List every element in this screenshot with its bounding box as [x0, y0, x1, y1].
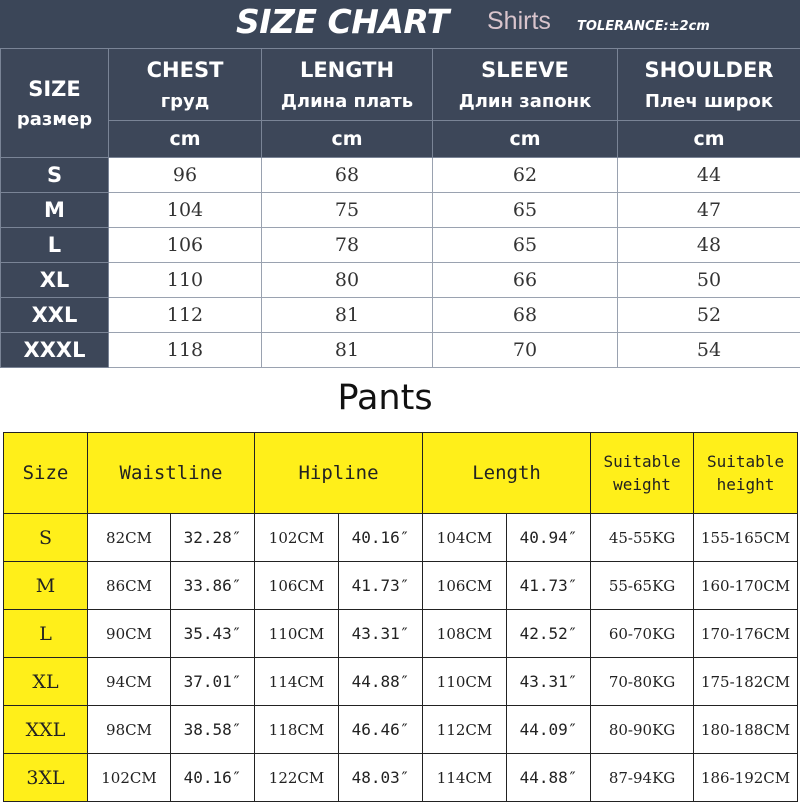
- pants-header-hipline: Hipline: [255, 433, 423, 514]
- table-cell: 82CM: [88, 514, 171, 562]
- table-cell: 55-65KG: [591, 562, 694, 610]
- table-cell: 80-90KG: [591, 706, 694, 754]
- table-cell: 41.73″: [339, 562, 423, 610]
- table-cell: 60-70KG: [591, 610, 694, 658]
- size-label: L: [1, 228, 109, 263]
- pants-header-height: [694, 433, 798, 514]
- unit-label: cm: [262, 121, 433, 158]
- table-cell: 40.16″: [171, 754, 255, 802]
- size-label: XL: [1, 263, 109, 298]
- table-cell: 70-80KG: [591, 658, 694, 706]
- table-cell: 37.01″: [171, 658, 255, 706]
- table-cell: 38.58″: [171, 706, 255, 754]
- table-cell: 48.03″: [339, 754, 423, 802]
- size-label: S: [1, 158, 109, 193]
- table-cell: 110CM: [255, 610, 339, 658]
- table-cell: 44.09″: [507, 706, 591, 754]
- table-cell: 98CM: [88, 706, 171, 754]
- table-cell: 68: [262, 158, 433, 193]
- pants-header-weight: [591, 433, 694, 514]
- table-cell: 114CM: [423, 754, 507, 802]
- size-label: M: [1, 193, 109, 228]
- table-cell: 94CM: [88, 658, 171, 706]
- table-row: [4, 610, 798, 658]
- table-cell: 41.73″: [507, 562, 591, 610]
- pants-header-waistline: Waistline: [88, 433, 255, 514]
- size-header-cell: [1, 49, 109, 158]
- table-cell: 102CM: [255, 514, 339, 562]
- table-cell: 96: [109, 158, 262, 193]
- table-cell: 40.16″: [339, 514, 423, 562]
- size-label: 3XL: [4, 754, 88, 802]
- unit-label: cm: [433, 121, 618, 158]
- size-label: XXL: [1, 298, 109, 333]
- table-row: [4, 706, 798, 754]
- table-cell: 106CM: [423, 562, 507, 610]
- table-cell: 44.88″: [339, 658, 423, 706]
- size-label: XL: [4, 658, 88, 706]
- column-header-sleeve: [433, 49, 618, 121]
- table-cell: 75: [262, 193, 433, 228]
- table-cell: 43.31″: [507, 658, 591, 706]
- title-bar: [0, 0, 800, 50]
- table-cell: 90CM: [88, 610, 171, 658]
- table-cell: 70: [433, 333, 618, 368]
- pants-header-length: Length: [423, 433, 591, 514]
- table-cell: 78: [262, 228, 433, 263]
- table-cell: 170-176CM: [694, 610, 798, 658]
- table-cell: 118CM: [255, 706, 339, 754]
- column-header-en: SHOULDER: [618, 53, 800, 87]
- table-cell: 122CM: [255, 754, 339, 802]
- column-header-ru: груд: [109, 87, 261, 117]
- column-header-en: CHEST: [109, 53, 261, 87]
- table-cell: 33.86″: [171, 562, 255, 610]
- table-cell: 160-170CM: [694, 562, 798, 610]
- column-header-ru: Длина плать: [262, 87, 432, 117]
- table-cell: 62: [433, 158, 618, 193]
- table-row: [4, 562, 798, 610]
- column-header-chest: [109, 49, 262, 121]
- table-cell: 110CM: [423, 658, 507, 706]
- table-cell: 68: [433, 298, 618, 333]
- table-cell: 45-55KG: [591, 514, 694, 562]
- table-cell: 32.28″: [171, 514, 255, 562]
- unit-label: cm: [109, 121, 262, 158]
- size-label: L: [4, 610, 88, 658]
- column-header-en: LENGTH: [262, 53, 432, 87]
- shirts-table-body: [1, 158, 800, 368]
- column-header-length: [262, 49, 433, 121]
- table-row: [1, 193, 800, 228]
- table-cell: 80: [262, 263, 433, 298]
- table-row: [1, 158, 800, 193]
- size-label: XXXL: [1, 333, 109, 368]
- table-cell: 44: [618, 158, 800, 193]
- table-cell: 180-188CM: [694, 706, 798, 754]
- table-cell: 186-192CM: [694, 754, 798, 802]
- table-cell: 48: [618, 228, 800, 263]
- table-row: [1, 298, 800, 333]
- table-cell: 81: [262, 298, 433, 333]
- table-row: [1, 228, 800, 263]
- table-cell: 65: [433, 228, 618, 263]
- header-line: Suitable: [604, 452, 681, 471]
- table-row: [4, 514, 798, 562]
- shirts-table: [0, 48, 800, 368]
- table-cell: 112CM: [423, 706, 507, 754]
- column-header-en: SLEEVE: [433, 53, 617, 87]
- table-cell: 47: [618, 193, 800, 228]
- column-header-ru: Плеч широк: [618, 87, 800, 117]
- table-cell: 106CM: [255, 562, 339, 610]
- table-cell: 35.43″: [171, 610, 255, 658]
- table-cell: 114CM: [255, 658, 339, 706]
- table-cell: 106: [109, 228, 262, 263]
- table-cell: 40.94″: [507, 514, 591, 562]
- chart-title: SIZE CHART: [236, 0, 449, 44]
- table-cell: 65: [433, 193, 618, 228]
- column-header-shoulder: [618, 49, 800, 121]
- table-cell: 87-94KG: [591, 754, 694, 802]
- table-cell: 104: [109, 193, 262, 228]
- shirts-size-chart: [0, 0, 800, 370]
- size-label: XXL: [4, 706, 88, 754]
- table-cell: 52: [618, 298, 800, 333]
- table-cell: 66: [433, 263, 618, 298]
- table-cell: 43.31″: [339, 610, 423, 658]
- size-label: M: [4, 562, 88, 610]
- table-cell: 104CM: [423, 514, 507, 562]
- table-cell: 102CM: [88, 754, 171, 802]
- table-cell: 110: [109, 263, 262, 298]
- table-row: [4, 754, 798, 802]
- header-line: height: [717, 475, 775, 494]
- table-cell: 42.52″: [507, 610, 591, 658]
- pants-table: [3, 432, 798, 802]
- table-cell: 86CM: [88, 562, 171, 610]
- chart-subtitle: Shirts: [487, 4, 551, 38]
- header-line: Suitable: [707, 452, 784, 471]
- table-cell: 46.46″: [339, 706, 423, 754]
- table-cell: 81: [262, 333, 433, 368]
- pants-table-body: [4, 514, 798, 802]
- table-row: [1, 333, 800, 368]
- header-line: weight: [613, 475, 671, 494]
- tolerance-note: TOLERANCE:±2cm: [577, 18, 710, 36]
- pants-header-size: Size: [4, 433, 88, 514]
- table-cell: 175-182CM: [694, 658, 798, 706]
- size-header-ru: размер: [1, 106, 108, 134]
- table-cell: 44.88″: [507, 754, 591, 802]
- table-cell: 155-165CM: [694, 514, 798, 562]
- size-label: S: [4, 514, 88, 562]
- table-row: [1, 263, 800, 298]
- pants-title: Pants: [0, 372, 770, 424]
- table-cell: 118: [109, 333, 262, 368]
- table-cell: 50: [618, 263, 800, 298]
- table-cell: 112: [109, 298, 262, 333]
- size-header-en: SIZE: [1, 72, 108, 106]
- table-row: [4, 658, 798, 706]
- column-header-ru: Длин запонк: [433, 87, 617, 117]
- table-cell: 108CM: [423, 610, 507, 658]
- unit-label: cm: [618, 121, 800, 158]
- table-cell: 54: [618, 333, 800, 368]
